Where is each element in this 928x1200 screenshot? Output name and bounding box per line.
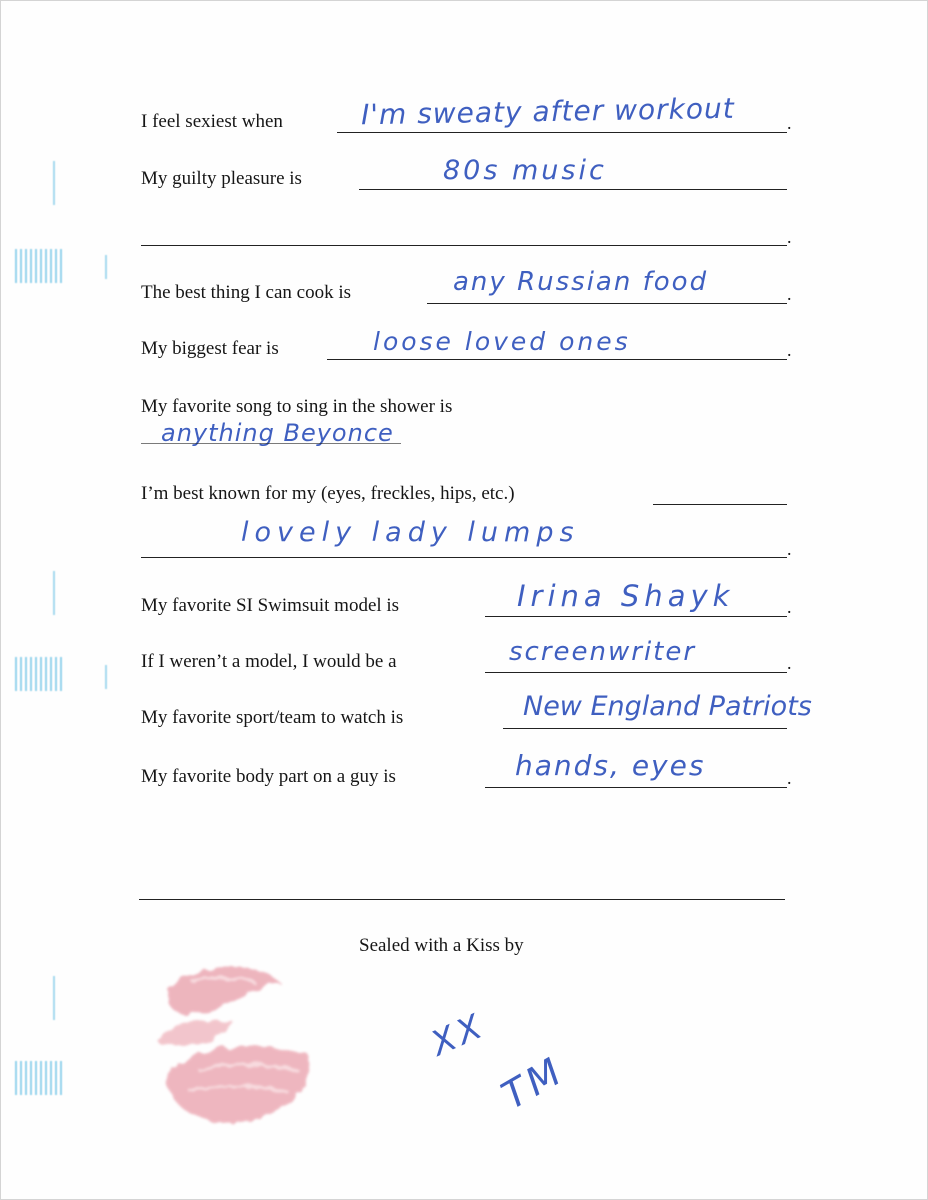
answer-line: [485, 672, 787, 673]
handwritten-answer: anything Beyonce: [161, 419, 394, 447]
scan-artifact: [105, 255, 107, 279]
scan-artifact: [53, 571, 55, 615]
handwritten-answer: I'm sweaty after workout: [360, 91, 735, 132]
answer-line: [359, 189, 787, 190]
signature-line: [139, 899, 785, 900]
question-prompt: My guilty pleasure is: [141, 168, 302, 189]
answer-line: [503, 728, 787, 729]
answer-line: [653, 504, 787, 505]
line-period: .: [787, 539, 792, 559]
handwritten-answer: hands, eyes: [515, 749, 706, 782]
scan-artifact: [15, 249, 63, 283]
question-prompt: The best thing I can cook is: [141, 282, 352, 303]
scan-artifact: [15, 1061, 63, 1095]
handwritten-answer: any Russian food: [453, 267, 709, 297]
question-prompt: My favorite song to sing in the shower is: [141, 396, 453, 417]
handwritten-answer: New England Patriots: [523, 691, 812, 722]
question-prompt: If I weren’t a model, I would be a: [141, 651, 397, 672]
line-period: .: [787, 597, 792, 617]
scan-artifact: [53, 161, 55, 205]
line-period: .: [787, 113, 792, 133]
handwritten-answer: Irina Shayk: [517, 579, 735, 613]
signature-kisses: XX: [425, 1005, 492, 1065]
question-prompt: My favorite sport/team to watch is: [141, 707, 404, 728]
question-prompt: I feel sexiest when: [141, 111, 283, 132]
answer-line: [485, 787, 787, 788]
closing-text: Sealed with a Kiss by: [359, 935, 524, 956]
line-period: .: [787, 768, 792, 788]
line-period: .: [787, 227, 792, 247]
line-period: .: [787, 653, 792, 673]
answer-line: [427, 303, 787, 304]
handwritten-answer: loose loved ones: [373, 327, 631, 356]
answer-line: [337, 132, 787, 133]
scan-artifact: [15, 657, 63, 691]
question-prompt: My favorite SI Swimsuit model is: [141, 595, 400, 616]
answer-line: [327, 359, 787, 360]
handwritten-answer: screenwriter: [509, 637, 697, 667]
handwritten-answer: 80s music: [443, 155, 607, 186]
answer-line: [485, 616, 787, 617]
line-period: .: [787, 340, 792, 360]
signature-initials: TM: [494, 1047, 572, 1119]
answer-line: [141, 557, 787, 558]
scan-artifact: [105, 665, 107, 689]
line-period: .: [787, 284, 792, 304]
question-prompt: My favorite body part on a guy is: [141, 766, 396, 787]
lipstick-kiss-mark: [139, 951, 329, 1131]
answer-line: [141, 443, 401, 444]
handwritten-answer: lovely lady lumps: [241, 517, 580, 548]
scan-artifact: [53, 976, 55, 1020]
question-prompt: My biggest fear is: [141, 338, 279, 359]
answer-line: [141, 245, 787, 246]
question-prompt: I’m best known for my (eyes, freckles, hips, etc.): [141, 483, 515, 504]
